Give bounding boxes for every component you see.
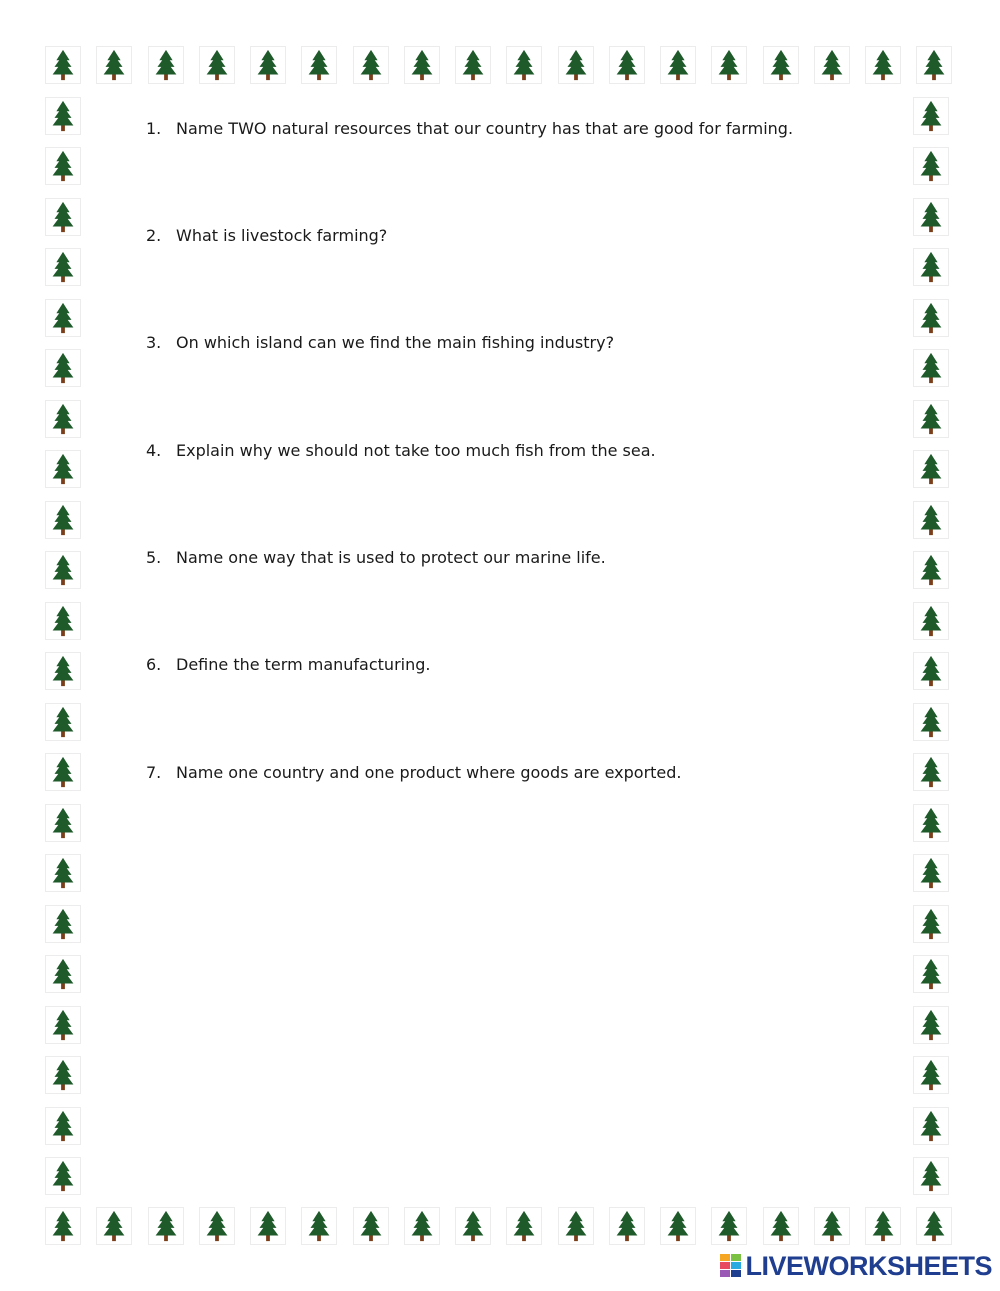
pine-tree-icon	[763, 46, 799, 84]
pine-tree-icon	[506, 46, 542, 84]
pine-tree-icon	[148, 1207, 184, 1245]
question-text: On which island can we find the main fishing industry?	[176, 333, 615, 352]
pine-tree-icon	[301, 46, 337, 84]
question-item	[146, 762, 682, 784]
pine-tree-icon	[913, 703, 949, 741]
pine-tree-icon	[45, 652, 81, 690]
pine-tree-icon	[763, 1207, 799, 1245]
pine-tree-icon	[913, 1056, 949, 1094]
pine-tree-icon	[199, 1207, 235, 1245]
pine-tree-icon	[148, 46, 184, 84]
question-number: 2.	[146, 226, 162, 245]
pine-tree-icon	[913, 753, 949, 791]
pine-tree-icon	[913, 652, 949, 690]
pine-tree-icon	[250, 1207, 286, 1245]
pine-tree-icon	[814, 1207, 850, 1245]
pine-tree-icon	[913, 450, 949, 488]
pine-tree-icon	[913, 602, 949, 640]
pine-tree-icon	[45, 349, 81, 387]
pine-tree-icon	[660, 46, 696, 84]
pine-tree-icon	[711, 1207, 747, 1245]
pine-tree-icon	[913, 905, 949, 943]
pine-tree-icon	[45, 147, 81, 185]
pine-tree-icon	[865, 1207, 901, 1245]
pine-tree-icon	[913, 1107, 949, 1145]
pine-tree-icon	[45, 804, 81, 842]
question-number: 6.	[146, 655, 162, 674]
pine-tree-icon	[45, 198, 81, 236]
question-number: 3.	[146, 333, 162, 352]
question-text: Name TWO natural resources that our country has that are good for farming.	[176, 119, 794, 138]
pine-tree-icon	[913, 804, 949, 842]
pine-tree-icon	[45, 905, 81, 943]
pine-tree-icon	[45, 248, 81, 286]
pine-tree-icon	[45, 1157, 81, 1195]
pine-tree-icon	[913, 97, 949, 135]
pine-tree-icon	[455, 1207, 491, 1245]
question-text: Explain why we should not take too much fish from the sea.	[176, 441, 656, 460]
pine-tree-icon	[455, 46, 491, 84]
pine-tree-icon	[45, 955, 81, 993]
question-item	[146, 654, 430, 676]
pine-tree-icon	[45, 501, 81, 539]
pine-tree-icon	[199, 46, 235, 84]
question-text: Name one way that is used to protect our marine life.	[176, 548, 606, 567]
brand-name: LIVEWORKSHEETS	[745, 1250, 992, 1281]
pine-tree-icon	[404, 1207, 440, 1245]
pine-tree-icon	[913, 349, 949, 387]
pine-tree-icon	[558, 46, 594, 84]
pine-tree-icon	[45, 1107, 81, 1145]
question-number: 5.	[146, 548, 162, 567]
pine-tree-icon	[913, 198, 949, 236]
pine-tree-icon	[916, 46, 952, 84]
pine-tree-icon	[353, 1207, 389, 1245]
pine-tree-icon	[301, 1207, 337, 1245]
pine-tree-icon	[609, 1207, 645, 1245]
question-item	[146, 225, 387, 247]
question-number: 7.	[146, 763, 162, 782]
pine-tree-icon	[404, 46, 440, 84]
pine-tree-icon	[45, 97, 81, 135]
pine-tree-icon	[913, 854, 949, 892]
question-number: 4.	[146, 441, 162, 460]
pine-tree-icon	[45, 299, 81, 337]
pine-tree-icon	[913, 299, 949, 337]
question-number: 1.	[146, 119, 162, 138]
question-text: Define the term manufacturing.	[176, 655, 431, 674]
brand-blocks-icon	[720, 1254, 742, 1278]
pine-tree-icon	[660, 1207, 696, 1245]
pine-tree-icon	[913, 501, 949, 539]
pine-tree-icon	[913, 551, 949, 589]
pine-tree-icon	[609, 46, 645, 84]
question-text: Name one country and one product where goods are exported.	[176, 763, 682, 782]
liveworksheets-logo	[720, 1251, 992, 1281]
pine-tree-icon	[865, 46, 901, 84]
pine-tree-icon	[913, 147, 949, 185]
pine-tree-icon	[45, 551, 81, 589]
pine-tree-icon	[913, 955, 949, 993]
pine-tree-icon	[96, 1207, 132, 1245]
pine-tree-icon	[45, 46, 81, 84]
pine-tree-icon	[45, 753, 81, 791]
pine-tree-icon	[913, 1157, 949, 1195]
pine-tree-icon	[45, 400, 81, 438]
pine-tree-icon	[45, 450, 81, 488]
question-item	[146, 547, 606, 569]
pine-tree-icon	[558, 1207, 594, 1245]
pine-tree-icon	[96, 46, 132, 84]
pine-tree-icon	[913, 400, 949, 438]
pine-tree-icon	[353, 46, 389, 84]
pine-tree-icon	[45, 1207, 81, 1245]
pine-tree-icon	[711, 46, 747, 84]
pine-tree-icon	[45, 602, 81, 640]
pine-tree-icon	[913, 248, 949, 286]
question-item	[146, 332, 614, 354]
question-text: What is livestock farming?	[176, 226, 388, 245]
pine-tree-icon	[250, 46, 286, 84]
pine-tree-icon	[45, 1006, 81, 1044]
question-item	[146, 440, 656, 462]
pine-tree-icon	[913, 1006, 949, 1044]
pine-tree-icon	[814, 46, 850, 84]
pine-tree-icon	[45, 854, 81, 892]
question-item	[146, 118, 793, 140]
pine-tree-icon	[506, 1207, 542, 1245]
pine-tree-icon	[916, 1207, 952, 1245]
pine-tree-icon	[45, 1056, 81, 1094]
pine-tree-icon	[45, 703, 81, 741]
